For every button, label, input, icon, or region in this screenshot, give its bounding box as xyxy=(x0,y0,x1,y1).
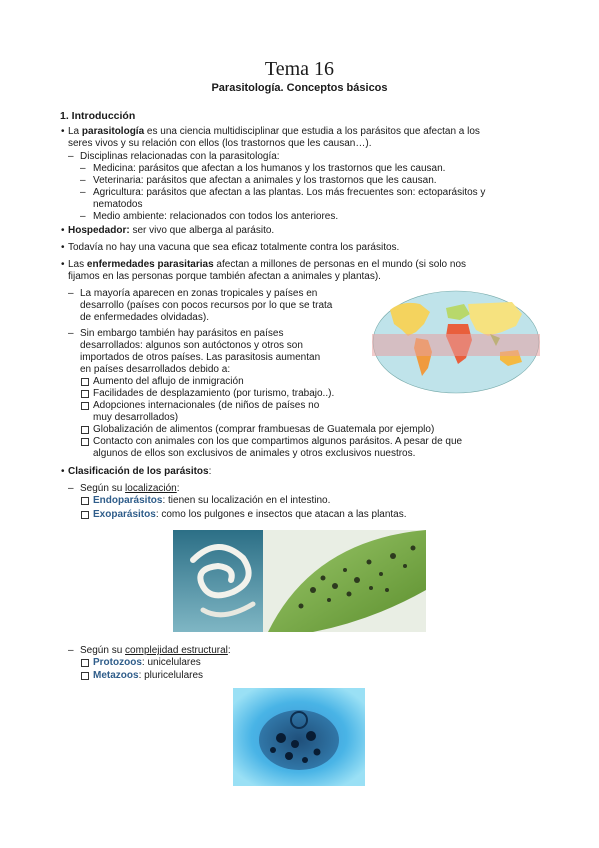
paragraph-enfermedades: Las enfermedades parasitarias afectan a millones de personas en el mundo (si solo nos xyxy=(68,259,467,270)
endoparasitos-item: Endoparásitos: tienen su localización en el intestino. xyxy=(93,495,331,506)
square-bullet-icon xyxy=(81,659,89,667)
dash-marker: – xyxy=(80,211,86,222)
reason-item: Globalización de alimentos (comprar frambuesas de Guatemala por ejemplo) xyxy=(93,424,435,435)
reason-item: Aumento del aflujo de inmigración xyxy=(93,376,244,387)
square-bullet-icon xyxy=(81,378,89,386)
protozoos-item: Protozoos: unicelulares xyxy=(93,657,201,668)
parasites-photo xyxy=(173,530,426,632)
discipline-item: Agricultura: parásitos que afectan a las plantas. Los más frecuentes son: ectoparásitos y xyxy=(93,187,486,198)
tropical-line: desarrollo (países con pocos recursos por lo que se trata xyxy=(80,300,333,311)
square-bullet-icon xyxy=(81,511,89,519)
bullet-marker: • xyxy=(61,259,65,270)
discipline-item: Veterinaria: parásitos que afectan a animales y los trastornos que les causan. xyxy=(93,175,437,186)
reason-item: Adopciones internacionales (de niños de países no xyxy=(93,400,320,411)
square-bullet-icon xyxy=(81,390,89,398)
tropical-line: La mayoría aparecen en zonas tropicales y países en xyxy=(80,288,318,299)
dash-marker: – xyxy=(68,645,74,656)
square-bullet-icon xyxy=(81,497,89,505)
developed-line: Sin embargo también hay parásitos en países xyxy=(80,328,284,339)
location-heading: Según su localización: xyxy=(80,483,180,494)
bullet-marker: • xyxy=(61,466,65,477)
dash-marker: – xyxy=(80,175,86,186)
square-bullet-icon xyxy=(81,402,89,410)
tropical-line: de enfermedades olvidadas). xyxy=(80,312,209,323)
world-map-image xyxy=(372,290,540,394)
developed-line: importados de otros países. Las parasitosis aumentan xyxy=(80,352,321,363)
discipline-item: Medio ambiente: relacionados con todos los anteriores. xyxy=(93,211,339,222)
bullet-marker: • xyxy=(61,225,65,236)
section-heading-introduccion: 1. Introducción xyxy=(60,110,136,122)
dash-marker: – xyxy=(68,328,74,339)
reason-item-continued: algunos de ellos son exclusivos de animales y otros exclusivos nuestros. xyxy=(93,448,416,459)
bullet-marker: • xyxy=(61,242,65,253)
dash-marker: – xyxy=(68,483,74,494)
reason-item-continued: muy desarrollados) xyxy=(93,412,179,423)
developed-line: desarrollados: algunos son autóctonos y otros son xyxy=(80,340,303,351)
square-bullet-icon xyxy=(81,426,89,434)
square-bullet-icon xyxy=(81,438,89,446)
protozoa-micrograph xyxy=(233,688,365,786)
dash-marker: – xyxy=(68,288,74,299)
developed-line: en países desarrollados debido a: xyxy=(80,364,231,375)
reason-item: Facilidades de desplazamiento (por turismo, trabajo..). xyxy=(93,388,335,399)
dash-marker: – xyxy=(80,187,86,198)
paragraph-parasitologia: La parasitología es una ciencia multidisciplinar que estudia a los parásitos que afectan a los xyxy=(68,126,480,137)
classification-heading: Clasificación de los parásitos: xyxy=(68,466,212,477)
dash-marker: – xyxy=(68,151,74,162)
discipline-item-continued: nematodos xyxy=(93,199,143,210)
dash-marker: – xyxy=(80,163,86,174)
page-subtitle: Parasitología. Conceptos básicos xyxy=(211,82,388,94)
square-bullet-icon xyxy=(81,672,89,680)
paragraph-line: fijamos en las personas porque también afectan a animales y plantas). xyxy=(68,271,381,282)
page-title: Tema 16 xyxy=(264,58,335,80)
reason-item: Contacto con animales con los que compartimos algunos parásitos. A pesar de que xyxy=(93,436,463,447)
discipline-item: Medicina: parásitos que afectan a los humanos y los trastornos que les causan. xyxy=(93,163,446,174)
paragraph-hospedador: Hospedador: ser vivo que alberga al parásito. xyxy=(68,225,275,236)
paragraph-vacuna: Todavía no hay una vacuna que sea eficaz totalmente contra los parásitos. xyxy=(68,242,400,253)
exoparasitos-item: Exoparásitos: como los pulgones e insectos que atacan a las plantas. xyxy=(93,509,407,520)
metazoos-item: Metazoos: pluricelulares xyxy=(93,670,204,681)
bullet-marker: • xyxy=(61,126,65,137)
complexity-heading: Según su complejidad estructural: xyxy=(80,645,231,656)
paragraph-line: seres vivos y su relación con ellos (los trastornos que les causan…). xyxy=(68,138,372,149)
disciplines-heading: Disciplinas relacionadas con la parasitología: xyxy=(80,151,280,162)
